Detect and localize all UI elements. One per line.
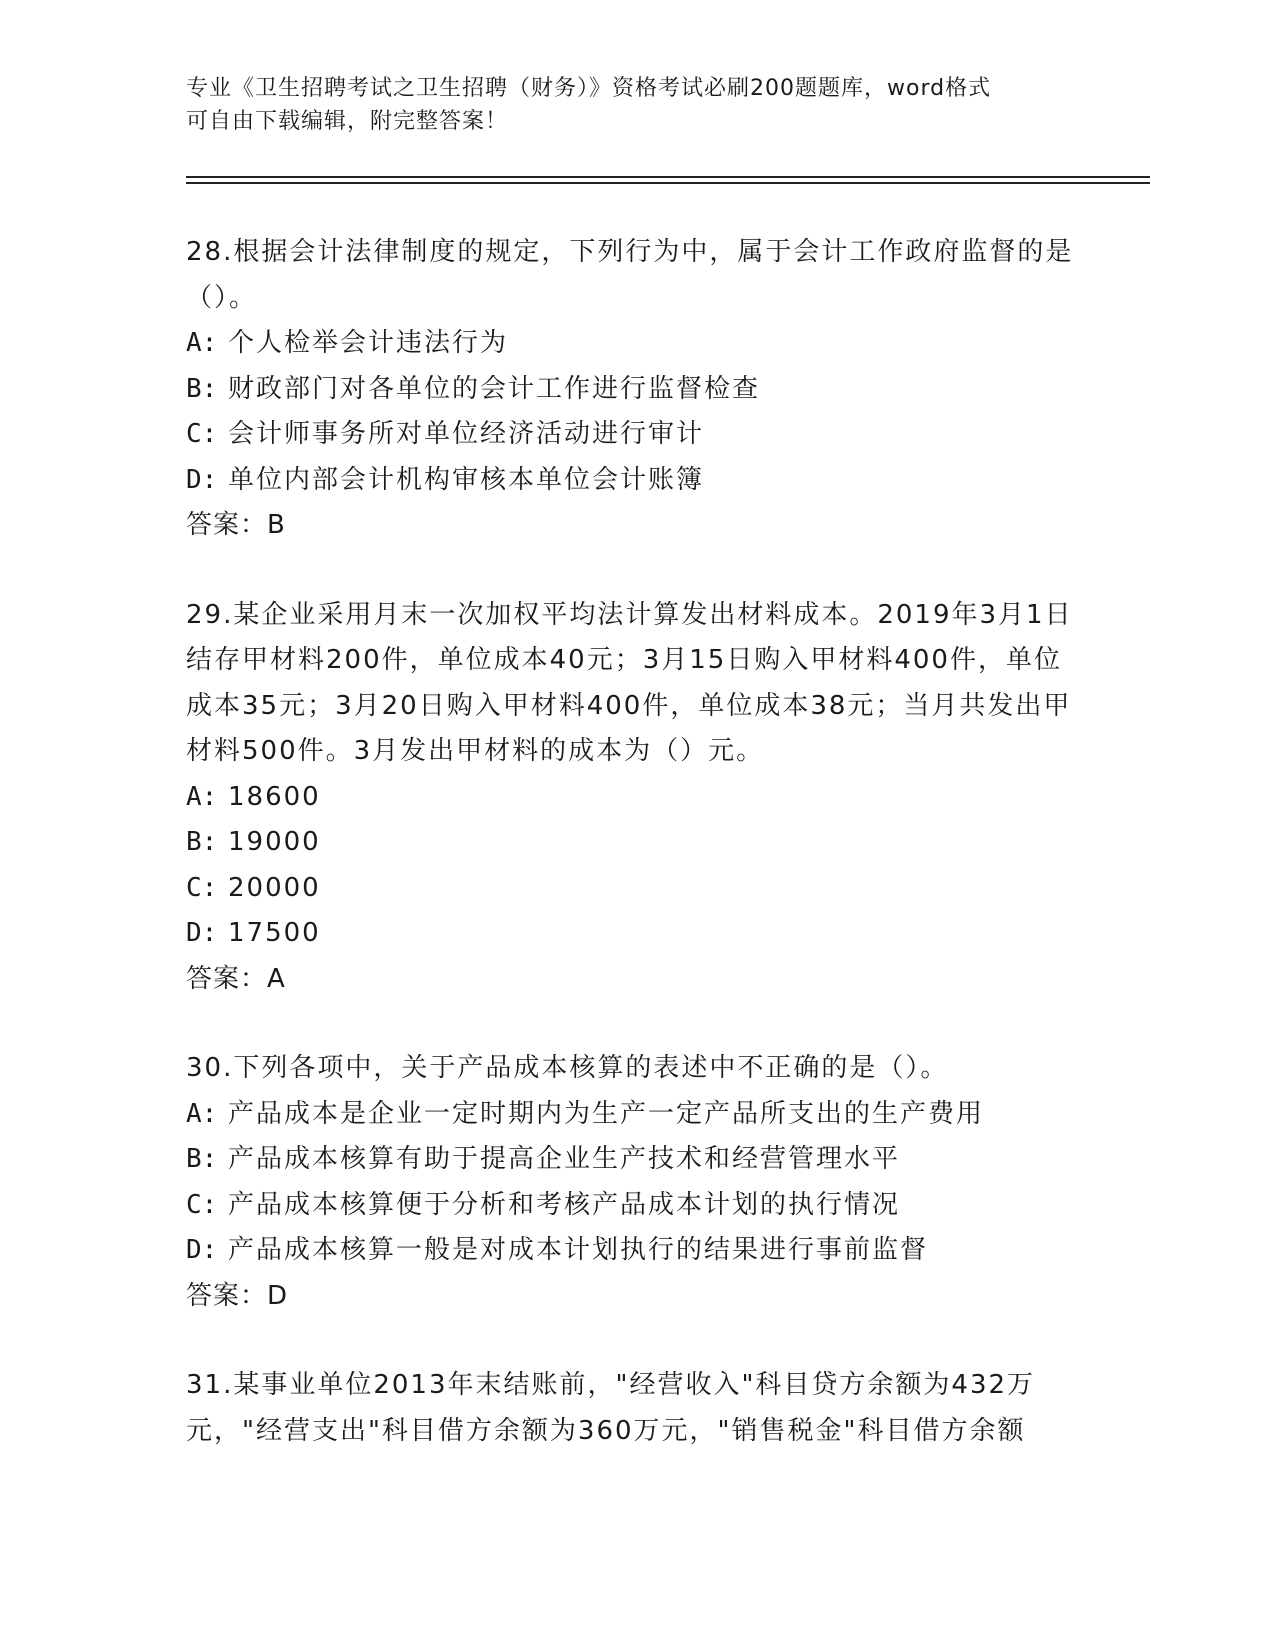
question-29 [186,593,1076,1003]
question-stem: 30.下列各项中，关于产品成本核算的表述中不正确的是（）。 [186,1053,949,1083]
header-divider-top [186,176,1150,178]
option-letter: D: [186,918,218,948]
option-text: 会计师事务所对单位经济活动进行审计 [228,419,705,449]
answer-line: 答案：B [186,510,286,540]
option-a [186,321,1076,367]
option-text: 产品成本核算有助于提高企业生产技术和经营管理水平 [228,1144,901,1174]
question-stem: 28.根据会计法律制度的规定，下列行为中，属于会计工作政府监督的是（）。 [186,237,1074,313]
option-letter: C: [186,1189,218,1220]
option-text: 17500 [228,918,321,948]
option-letter: D: [186,1235,218,1265]
option-a [186,1092,1076,1138]
option-letter: C: [186,872,218,903]
answer-line: 答案：A [186,963,286,994]
question-stem: 31.某事业单位2013年末结账前，"经营收入"科目贷方余额为432万元，"经营支出"科目借方余额为360万元，"销售税金"科目借方余额 [186,1370,1036,1446]
option-letter: B: [186,827,218,857]
header-title-line: 专业《卫生招聘考试之卫生招聘（财务）》资格考试必刷200题题库，word格式 [186,76,992,101]
option-text: 18600 [228,781,321,812]
option-text: 财政部门对各单位的会计工作进行监督检查 [228,373,761,404]
option-d [186,1228,1076,1274]
question-28 [186,230,1076,549]
option-letter: A: [186,1098,218,1129]
option-d [186,911,1076,957]
option-letter: B: [186,373,218,404]
header-subtitle-line: 可自由下载编辑，附完整答案！ [186,109,509,134]
question-stem: 29.某企业采用月末一次加权平均法计算发出材料成本。2019年3月1日结存甲材料200件，单位成本40元；3月15日购入甲材料400件，单位成本35元；3月20日购入甲材料400件，单位成本38元；当月共发出甲材料500件。3月发出甲材料的成本为（）元。 [186,599,1073,766]
option-text: 个人检举会计违法行为 [228,328,509,358]
option-letter: A: [186,781,218,812]
option-b [186,367,1076,413]
question-31 [186,1363,1076,1454]
option-text: 产品成本核算便于分析和考核产品成本计划的执行情况 [228,1189,901,1220]
header-divider-bottom [186,182,1150,184]
option-letter: A: [186,328,218,358]
option-letter: C: [186,419,218,449]
option-text: 19000 [228,827,321,857]
option-b [186,820,1076,866]
question-list [186,230,1076,1498]
answer-line: 答案：D [186,1280,289,1311]
option-text: 20000 [228,872,321,903]
option-a [186,775,1076,821]
option-c [186,412,1076,458]
option-c [186,1183,1076,1229]
option-text: 产品成本是企业一定时期内为生产一定产品所支出的生产费用 [228,1098,985,1129]
option-d [186,458,1076,504]
option-letter: B: [186,1144,218,1174]
option-letter: D: [186,464,218,495]
document-header [186,72,1066,138]
option-text: 单位内部会计机构审核本单位会计账簿 [228,464,705,495]
option-b [186,1137,1076,1183]
option-text: 产品成本核算一般是对成本计划执行的结果进行事前监督 [228,1235,929,1265]
option-c [186,866,1076,912]
question-30 [186,1046,1076,1319]
